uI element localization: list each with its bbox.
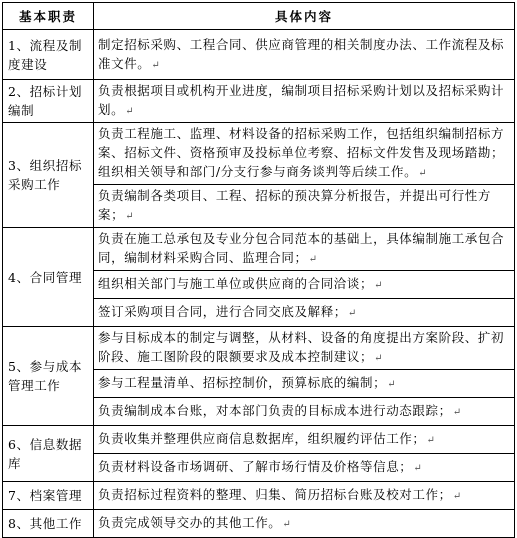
header-basic-duty: 基本职责	[3, 3, 94, 30]
paragraph-mark: ↵	[387, 379, 396, 390]
table-row	[3, 510, 515, 538]
paragraph-mark: ↵	[413, 463, 422, 474]
paragraph-mark: ↵	[452, 407, 462, 418]
paragraph-mark: ↵	[347, 308, 357, 319]
category-cell: 4、合同管理	[3, 228, 94, 327]
paragraph-mark: ↵	[426, 435, 435, 446]
header-specific-content: 具体内容	[94, 3, 515, 30]
content-cell: 负责根据项目或机构开业进度，编制项目招标采购计划以及招标采购计划。↵	[94, 80, 515, 123]
category-cell: 6、信息数据库	[3, 426, 94, 482]
content-cell: 组织相关部门与施工单位或供应商的合同洽谈；↵	[94, 271, 515, 299]
paragraph-mark: ↵	[452, 491, 462, 502]
paragraph-mark: ↵	[374, 280, 383, 291]
content-cell: 负责完成领导交办的其他工作。↵	[94, 510, 515, 538]
content-cell: 制定招标采购、工程合同、供应商管理的相关制度办法、工作流程及标准文件。↵	[94, 30, 515, 80]
paragraph-mark: ↵	[418, 168, 427, 179]
content-cell: 负责编制各类项目、工程、招标的预决算分析报告，并提出可行性方案；↵	[94, 185, 515, 228]
table-row	[3, 482, 515, 510]
paragraph-mark: ↵	[374, 353, 383, 364]
category-cell: 2、招标计划编制	[3, 80, 94, 123]
category-cell: 3、组织招标采购工作	[3, 123, 94, 228]
table-row	[3, 228, 515, 271]
paragraph-mark: ↵	[125, 106, 134, 117]
content-cell: 参与工程量清单、招标控制价，预算标底的编制；↵	[94, 370, 515, 398]
table-row	[3, 30, 515, 80]
content-cell: 负责招标过程资料的整理、归集、简历招标台账及校对工作；↵	[94, 482, 515, 510]
category-cell: 5、参与成本管理工作	[3, 327, 94, 426]
content-cell: 负责编制成本台账，对本部门负责的目标成本进行动态跟踪；↵	[94, 398, 515, 426]
category-cell: 8、其他工作	[3, 510, 94, 538]
table-row	[3, 80, 515, 123]
paragraph-mark: ↵	[308, 254, 317, 265]
header-row	[3, 3, 515, 30]
table-row	[3, 123, 515, 185]
paragraph-mark: ↵	[282, 519, 291, 530]
category-cell: 1、流程及制度建设	[3, 30, 94, 80]
table-row	[3, 327, 515, 370]
category-cell: 7、档案管理	[3, 482, 94, 510]
content-cell: 参与目标成本的制定与调整，从材料、设备的角度提出方案阶段、扩初阶段、施工图阶段的限额要求及成本控制建议；↵	[94, 327, 515, 370]
content-cell: 负责材料设备市场调研、了解市场行情及价格等信息；↵	[94, 454, 515, 482]
table-row	[3, 426, 515, 454]
responsibility-table	[2, 2, 515, 538]
paragraph-mark: ↵	[151, 59, 160, 71]
content-cell: 签订采购项目合同，进行合同交底及解释；↵	[94, 299, 515, 327]
content-cell: 负责收集并整理供应商信息数据库，组织履约评估工作；↵	[94, 426, 515, 454]
paragraph-mark: ↵	[125, 211, 134, 222]
content-cell: 负责工程施工、监理、材料设备的招标采购工作，包括组织编制招标方案、招标文件、资格预审及投标单位考察、招标文件发售及现场踏勘；组织相关领导和部门/分支行参与商务谈判等后续工作。↵	[94, 123, 515, 185]
content-cell: 负责在施工总承包及专业分包合同范本的基础上，具体编制施工承包合同，编制材料采购合同、监理合同；↵	[94, 228, 515, 271]
